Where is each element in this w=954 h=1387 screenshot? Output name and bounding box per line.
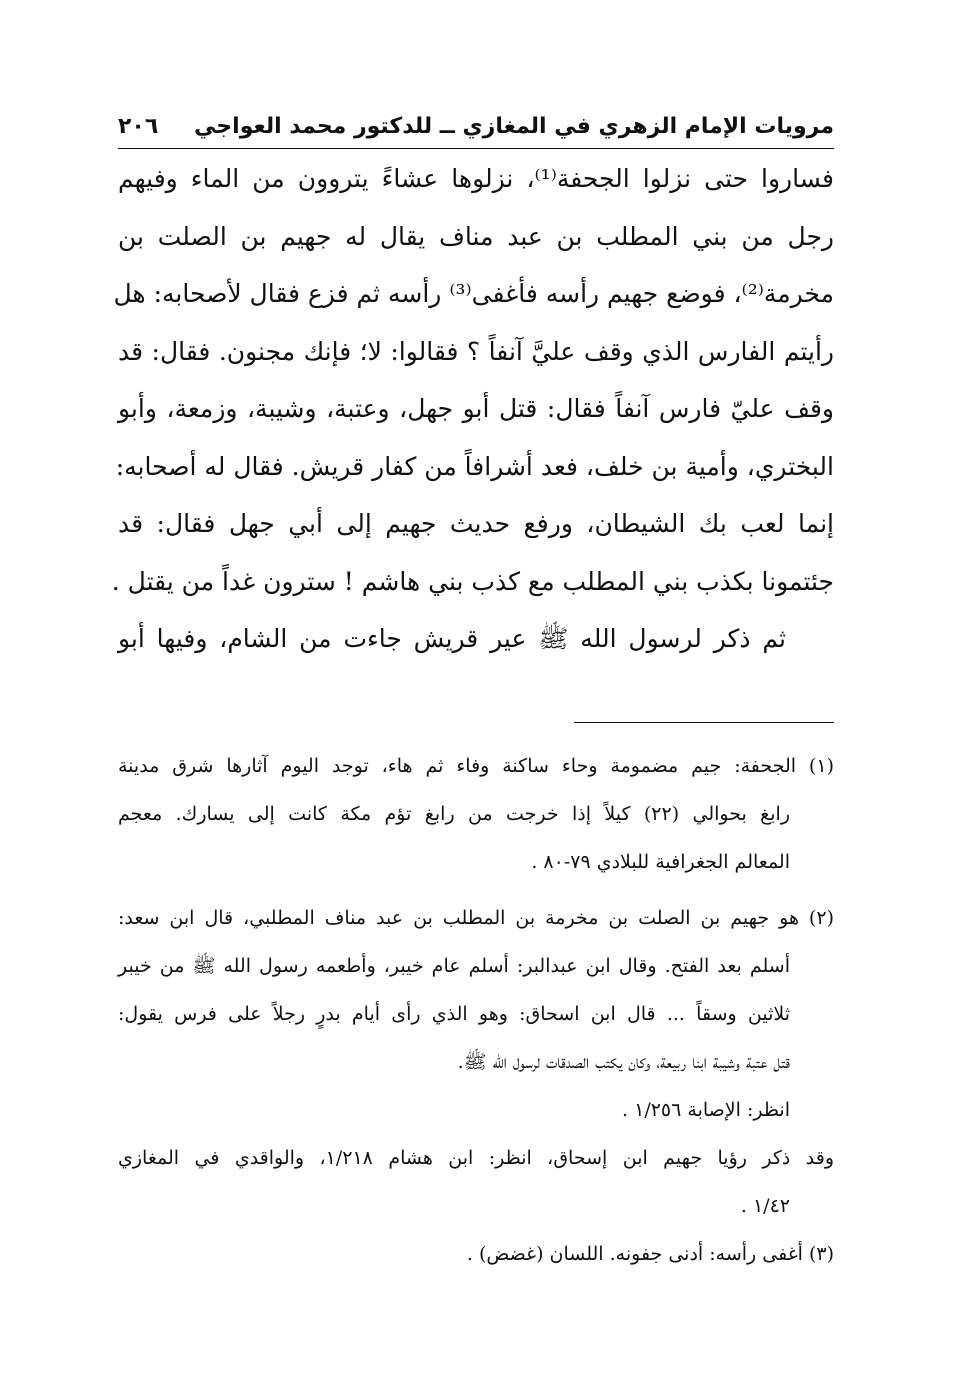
footnote-line: رابغ بحوالي (٢٢) كيلاً إذا خرجت من رابغ تؤم مكة كانت إلى يسارك. معجم — [118, 803, 790, 825]
page-number: ٢٠٦ — [118, 114, 159, 139]
footnote-2 — [118, 894, 834, 1134]
footnote-1 — [118, 742, 834, 886]
footnote-line: ١/٤٢ . — [740, 1195, 790, 1217]
footnote-line: (٣) أغفى رأسه: أدنى جفونه. اللسان (غضض) . — [466, 1243, 834, 1265]
footnote-line: قتل عتبة وشيبة ابنا ربيعة، وكان يكتب الصدقات لرسول الله ﷺ. — [457, 1051, 790, 1073]
text-line: البختري، وأمية بن خلف، فعد أشرافاً من كفار قريش. فقال له أصحابه: — [115, 451, 834, 481]
footnote-line: (٢) هو جهيم بن الصلت بن مخرمة بن المطلب بن عبد مناف المطلبي، قال ابن سعد: — [118, 907, 834, 929]
page-header — [118, 108, 834, 148]
footnote-line: انظر: الإصابة ١/٢٥٦ . — [622, 1099, 790, 1121]
text-line: إنما لعب بك الشيطان، ورفع حديث جهيم إلى أبي جهل فقال: قد — [118, 509, 834, 538]
footnote-line: وقد ذكر رؤيا جهيم ابن إسحاق، انظر: ابن هشام ١/٢١٨، والواقدي في المغازي — [118, 1147, 834, 1169]
footnote-line: المعالم الجغرافية للبلادي ٧٩-٨٠ . — [531, 851, 790, 873]
text-line: رأيتم الفارس الذي وقف عليَّ آنفاً ؟ فقالوا: لا؛ فإنك مجنون. فقال: قد — [118, 336, 834, 366]
text-line: جئتمونا بكذب بني المطلب مع كذب بني هاشم ! سترون غداً من يقتل . — [111, 566, 834, 596]
header-divider — [118, 148, 834, 149]
footnote-3 — [118, 1230, 834, 1278]
text-line: مخرمة⁽²⁾، فوضع جهيم رأسه فأغفى⁽³⁾ رأسه ثم فزع فقال لأصحابه: هل — [113, 279, 834, 308]
text-line: فساروا حتى نزلوا الجحفة⁽¹⁾، نزلوها عشاءً يتروون من الماء وفيهم — [118, 164, 834, 193]
footnote-2-note — [118, 1134, 834, 1230]
footnote-line: ثلاثين وسقاً ... قال ابن اسحاق: وهو الذي رأى أيام بدرٍ رجلاً على فرس يقول: — [118, 1003, 790, 1025]
footnote-line: أسلم بعد الفتح. وقال ابن عبدالبر: أسلم عام خيبر، وأطعمه رسول الله ﷺ من خيبر — [118, 955, 790, 977]
footnote-line: (١) الجحفة: جيم مضمومة وحاء ساكنة وفاء ثم هاء، توجد اليوم آثارها شرق مدينة — [118, 755, 834, 777]
running-title: مرويات الإمام الزهري في المغازي ــ للدكتور محمد العواجي — [194, 114, 834, 139]
text-line: ثم ذكر لرسول الله ﷺ عير قريش جاءت من الشام، وفيها أبو — [118, 624, 786, 653]
text-line: رجل من بني المطلب بن عبد مناف يقال له جهيم بن الصلت بن — [118, 221, 834, 251]
footnotes — [118, 742, 834, 1278]
text-line: وقف عليّ فارس آنفاً فقال: قتل أبو جهل، وعتبة، وشيبة، وزمعة، وأبو — [118, 394, 834, 423]
footnote-divider — [574, 722, 834, 723]
main-text — [111, 150, 834, 668]
